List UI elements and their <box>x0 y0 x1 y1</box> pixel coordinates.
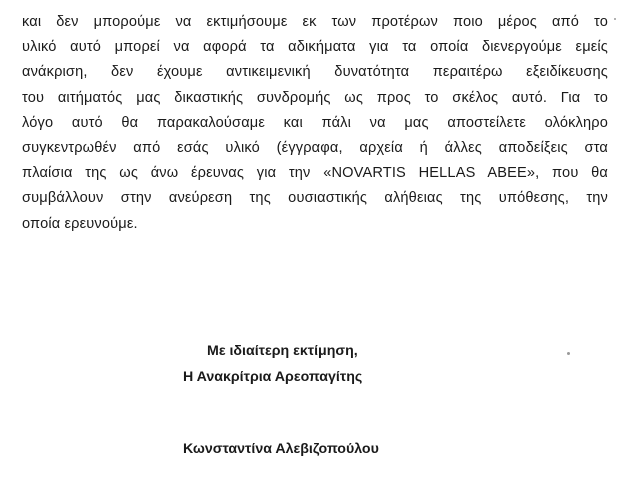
paragraph-line: λόγο αυτό θα παρακαλούσαμε και πάλι να μας αποστείλετε ολόκληρο <box>22 114 608 131</box>
letter-paragraph <box>22 10 608 237</box>
scan-speck <box>614 18 616 20</box>
paragraph-line: οποία ερευνούμε. <box>22 215 138 232</box>
paragraph-line: και δεν μπορούμε να εκτιμήσουμε εκ των προτέρων ποιο μέρος από το <box>22 14 608 30</box>
paragraph-line: ανάκριση, δεν έχουμε αντικειμενική δυνατότητα περαιτέρω εξειδίκευσης <box>22 64 608 81</box>
paragraph-line: συγκεντρωθέν από εσάς υλικό (έγγραφα, αρχεία ή άλλες αποδείξεις στα <box>22 139 608 156</box>
paragraph-line: του αιτήματός μας δικαστικής συνδρομής ως προς το σκέλος αυτό. Για το <box>22 89 608 106</box>
signatory-name: Κωνσταντίνα Αλεβιζοπούλου <box>183 441 379 457</box>
scan-speck <box>567 352 570 355</box>
signatory-title: Η Ανακρίτρια Αρεοπαγίτης <box>183 369 363 385</box>
paragraph-line: πλαίσια της ως άνω έρευνας για την «NOVARTIS HELLAS ABEE», που θα <box>22 165 608 182</box>
paragraph-line: συμβάλλουν στην ανεύρεση της ουσιαστικής αλήθειας της υπόθεσης, την <box>22 190 608 207</box>
paragraph-line: υλικό αυτό μπορεί να αφορά τα αδικήματα για τα οποία διενεργούμε εμείς <box>22 39 608 56</box>
closing-salutation: Με ιδιαίτερη εκτίμηση, <box>207 343 358 359</box>
